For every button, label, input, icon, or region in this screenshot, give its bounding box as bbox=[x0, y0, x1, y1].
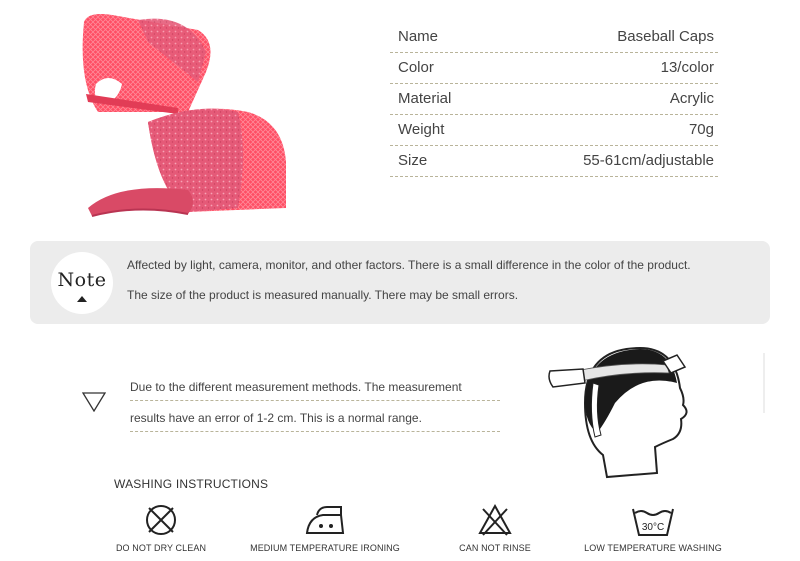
measurement-line: results have an error of 1-2 cm. This is a normal range. bbox=[130, 405, 500, 432]
medium-temperature-ironing-icon bbox=[303, 503, 347, 537]
spec-row-size bbox=[390, 146, 718, 177]
spec-label: Name bbox=[398, 28, 439, 45]
measurement-note bbox=[130, 374, 500, 432]
head-measurement-illustration bbox=[545, 343, 770, 483]
wash-label: CAN NOT RINSE bbox=[459, 543, 531, 553]
note-line: Affected by light, camera, monitor, and other factors. There is a small difference in the color of the product. bbox=[127, 258, 691, 272]
spec-value: 70g bbox=[688, 121, 714, 138]
wash-item-ironing bbox=[244, 503, 406, 553]
spec-label: Size bbox=[398, 152, 428, 169]
triangle-up-icon bbox=[77, 296, 87, 302]
spec-label: Color bbox=[398, 59, 434, 76]
wash-label: DO NOT DRY CLEAN bbox=[115, 543, 207, 553]
triangle-down-icon bbox=[82, 392, 106, 412]
low-temperature-washing-icon bbox=[631, 503, 675, 537]
spec-row-weight bbox=[390, 115, 718, 146]
note-badge-text: Note bbox=[57, 269, 107, 291]
wash-temperature: 30°C bbox=[641, 522, 665, 533]
spec-label: Weight bbox=[398, 121, 445, 138]
washing-title: WASHING INSTRUCTIONS bbox=[114, 477, 269, 491]
spec-row-name bbox=[390, 22, 718, 53]
wash-label: LOW TEMPERATURE WASHING bbox=[584, 543, 722, 553]
spec-value: 13/color bbox=[660, 59, 714, 76]
measurement-line: Due to the different measurement methods. The measurement bbox=[130, 374, 500, 401]
spec-value: Acrylic bbox=[669, 90, 714, 107]
wash-item-washing bbox=[578, 503, 728, 553]
spec-table bbox=[390, 22, 718, 177]
wash-item-rinse bbox=[454, 503, 536, 553]
spec-row-color bbox=[390, 53, 718, 84]
wash-item-dry-clean bbox=[108, 503, 214, 553]
note-badge bbox=[51, 252, 113, 314]
spec-label: Material bbox=[398, 90, 452, 107]
note-panel bbox=[30, 241, 770, 324]
do-not-dry-clean-icon bbox=[144, 503, 178, 537]
product-photo bbox=[78, 12, 298, 222]
spec-value: Baseball Caps bbox=[617, 28, 714, 45]
can-not-rinse-icon bbox=[477, 503, 513, 537]
spec-value: 55-61cm/adjustable bbox=[583, 152, 714, 169]
note-line: The size of the product is measured manually. There may be small errors. bbox=[127, 288, 519, 302]
spec-row-material bbox=[390, 84, 718, 115]
wash-label: MEDIUM TEMPERATURE IRONING bbox=[250, 543, 400, 553]
